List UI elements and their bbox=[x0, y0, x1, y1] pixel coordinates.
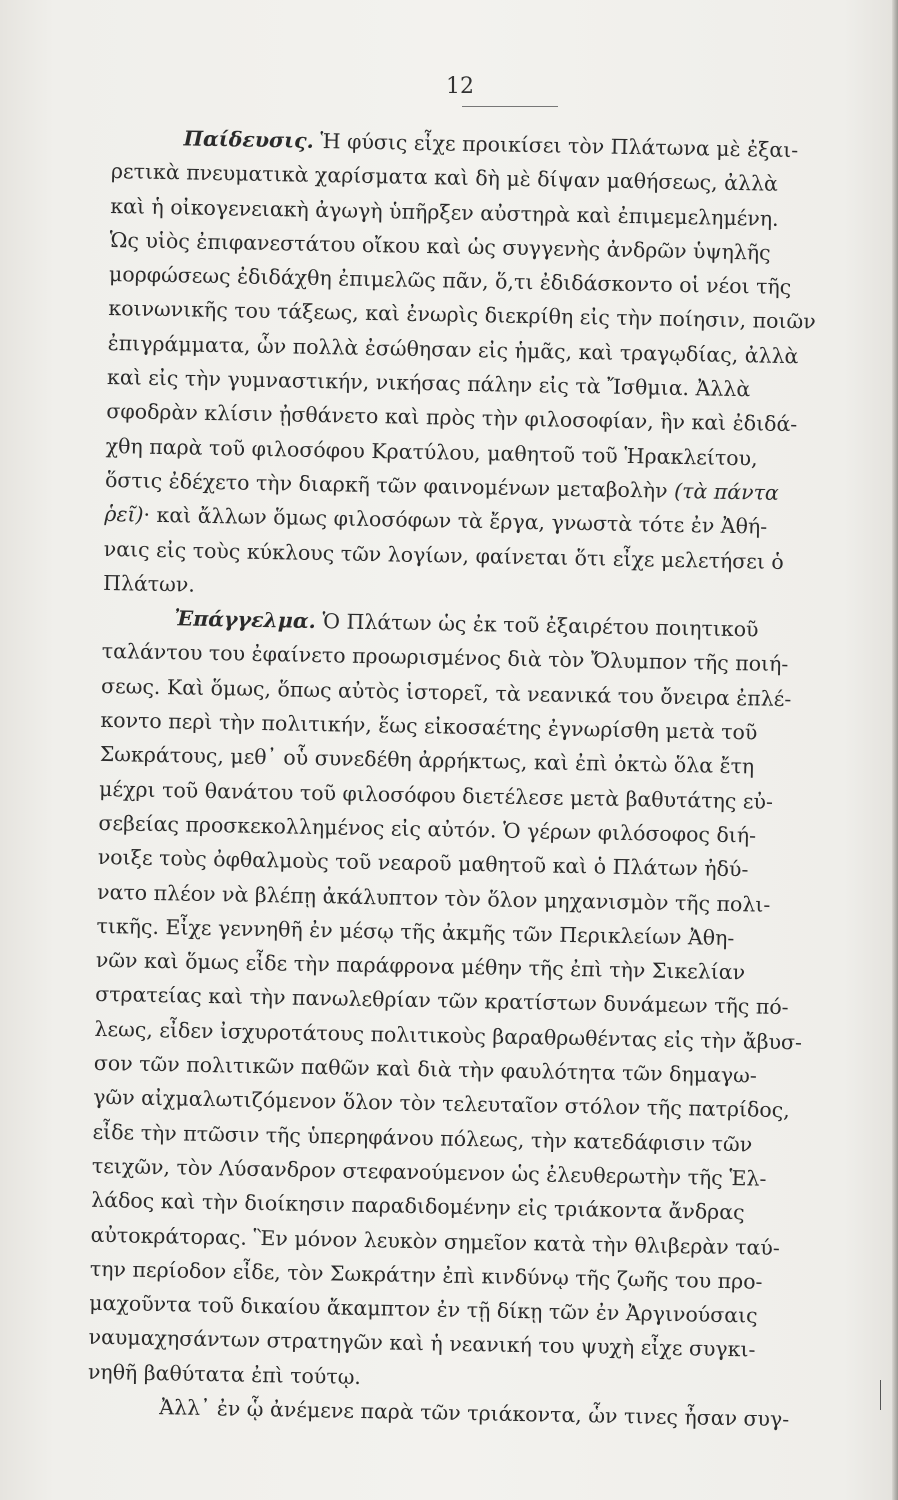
text-line: ναυμαχησάντων στρατηγῶν καὶ ἡ νεανική του ψυχὴ εἶχε συγκι- bbox=[88, 1325, 756, 1362]
header-rule bbox=[462, 106, 558, 107]
text-line: μέχρι τοῦ θανάτου τοῦ φιλοσόφου διετέλεσε μετὰ βαθυτάτης εὐ- bbox=[98, 776, 774, 814]
text-line: σον τῶν πολιτικῶν παθῶν καὶ διὰ τὴν φαυλότητα τῶν δημαγω- bbox=[93, 1050, 758, 1088]
text-line: ἐπιγράμματα, ὧν πολλὰ ἐσώθησαν εἰς ἡμᾶς, καὶ τραγῳδίας, ἀλλὰ bbox=[107, 330, 799, 369]
text-line: νατο πλέον νὰ βλέπῃ ἀκάλυπτον τὸν ὅλον μηχανισμὸν τῆς πολι- bbox=[96, 879, 771, 917]
body-text bbox=[87, 120, 882, 1438]
text-line: κοντο περὶ τὴν πολιτικήν, ἕως εἰκοσαέτης ἐγνωρίσθη μετὰ τοῦ bbox=[100, 707, 758, 745]
text-line: Πλάτων. bbox=[102, 570, 196, 597]
text-line: χθη παρὰ τοῦ φιλοσόφου Κρατύλου, μαθητοῦ τοῦ Ἡρακλείτου, bbox=[105, 433, 758, 471]
text-line: ταλάντου του ἐφαίνετο προωρισμένος διὰ τὸν Ὄλυμπον τῆς ποιή- bbox=[101, 639, 789, 677]
text-line: μαχοῦντα τοῦ δικαίου ἄκαμπτον ἐν τῇ δίκῃ τῶν ἐν Ἀργινούσαις bbox=[89, 1290, 758, 1328]
text-line: νηθῆ βαθύτατα ἐπὶ τούτῳ. bbox=[87, 1359, 362, 1389]
text-line: κοινωνικῆς του τάξεως, καὶ ἐνωρὶς διεκρίθη εἰς τὴν ποίησιν, ποιῶν bbox=[108, 296, 816, 335]
text-line: σφοδρὰν κλίσιν ᾐσθάνετο καὶ πρὸς τὴν φιλοσοφίαν, ἣν καὶ ἐδιδά- bbox=[106, 399, 798, 437]
text-line: σεως. Καὶ ὅμως, ὅπως αὐτὸς ἱστορεῖ, τὰ νεανικά του ὄνειρα ἐπλέ- bbox=[100, 673, 792, 711]
page-number: 12 bbox=[446, 74, 474, 99]
text-line: νοιξε τοὺς ὀφθαλμοὺς τοῦ νεαροῦ μαθητοῦ καὶ ὁ Πλάτων ἠδύ- bbox=[97, 845, 749, 882]
page-edge-shadow bbox=[892, 0, 898, 1500]
paragraph-text: Ἡ φύσις εἶχε προικίσει τὸν Πλάτωνα μὲ ἐξαι- bbox=[320, 129, 799, 163]
text-line: ναις εἰς τοὺς κύκλους τῶν λογίων, φαίνεται ὅτι εἶχε μελετήσει ὁ bbox=[103, 536, 784, 574]
text-line: Ὡς υἱὸς ἐπιφανεστάτου οἴκου καὶ ὡς συγγενὴς ἀνδρῶν ὑψηλῆς bbox=[109, 227, 771, 265]
text-line: ὅστις ἐδέχετο τὴν διαρκῆ τῶν φαινομένων μεταβολὴν (τὰ πάντα bbox=[104, 467, 780, 505]
text-line: σεβείας προσκεκολλημένος εἰς αὐτόν. Ὁ γέρων φιλόσοφος διή- bbox=[98, 810, 757, 848]
text-line: λεως, εἶδεν ἰσχυροτάτους πολιτικοὺς βαραθρωθέντας εἰς τὴν ἄβυσ- bbox=[94, 1016, 803, 1055]
paragraph-text: Ὁ Πλάτων ὡς ἐκ τοῦ ἐξαιρέτου ποιητικοῦ bbox=[322, 609, 759, 642]
text-line: γῶν αἰχμαλωτιζόμενον ὅλον τὸν τελευταῖον στόλον τῆς πατρίδος, bbox=[93, 1085, 790, 1123]
text-line: τειχῶν, τὸν Λύσανδρον στεφανούμενον ὡς ἐλευθερωτὴν τῆς Ἑλ- bbox=[91, 1153, 767, 1191]
text-line: Σωκράτους, μεθ᾿ οὗ συνεδέθη ἀρρήκτως, καὶ ἐπὶ ὀκτὼ ὅλα ἔτη bbox=[99, 742, 755, 779]
text-line: λάδος καὶ τὴν διοίκησιν παραδιδομένην εἰς τριάκοντα ἄνδρας bbox=[91, 1188, 745, 1225]
text-line: αὐτοκράτορας. Ἓν μόνον λευκὸν σημεῖον κατὰ τὴν θλιβερὰν ταύ- bbox=[90, 1222, 781, 1260]
text-line: ῥεῖ)· καὶ ἄλλων ὅμως φιλοσόφων τὰ ἔργα, γνωστὰ τότε ἐν Ἀθή- bbox=[104, 502, 768, 539]
text-line: ρετικὰ πνευματικὰ χαρίσματα καὶ δὴ μὲ δίψαν μαθήσεως, ἀλλὰ bbox=[110, 159, 779, 197]
text-line: νῶν καὶ ὅμως εἶδε τὴν παράφρονα μέθην τῆς ἐπὶ τὴν Σικελίαν bbox=[95, 947, 746, 985]
text-line: μορφώσεως ἐδιδάχθη ἐπιμελῶς πᾶν, ὅ,τι ἐδιδάσκοντο οἱ νέοι τῆς bbox=[108, 262, 792, 300]
section-heading-epangelma: Ἐπάγγελμα. bbox=[174, 606, 317, 634]
text-line: εἶδε τὴν πτῶσιν τῆς ὑπερηφάνου πόλεως, τὴν κατεδάφισιν τῶν bbox=[92, 1119, 753, 1157]
text-line: Ἀλλ᾿ ἐν ᾧ ἀνέμενε παρὰ τῶν τριάκοντα, ὧν τινες ἦσαν συγ- bbox=[159, 1395, 790, 1432]
text-line: στρατείας καὶ τὴν πανωλεθρίαν τῶν κρατίστων δυνάμεων τῆς πό- bbox=[94, 982, 789, 1020]
text-line: τικῆς. Εἶχε γεννηθῆ ἐν μέσῳ τῆς ἀκμῆς τῶν Περικλείων Ἀθη- bbox=[96, 913, 735, 950]
text-line: καὶ εἰς τὴν γυμναστικήν, νικήσας πάλην εἰς τὰ Ἴσθμια. Ἀλλὰ bbox=[106, 365, 751, 402]
quotation-text: (τὰ πάντα bbox=[673, 478, 780, 505]
text-line: την περίοδον εἶδε, τὸν Σωκράτην ἐπὶ κινδύνῳ τῆς ζωῆς του προ- bbox=[89, 1256, 763, 1294]
text-line: καὶ ἡ οἰκογενειακὴ ἀγωγὴ ὑπῆρξεν αὐστηρὰ καὶ ἐπιμεμελημένη. bbox=[110, 193, 779, 231]
section-heading-paideusis: Παίδευσις. bbox=[183, 126, 314, 153]
quotation-text: ῥεῖ) bbox=[104, 502, 144, 527]
binding-mark bbox=[880, 1380, 881, 1410]
